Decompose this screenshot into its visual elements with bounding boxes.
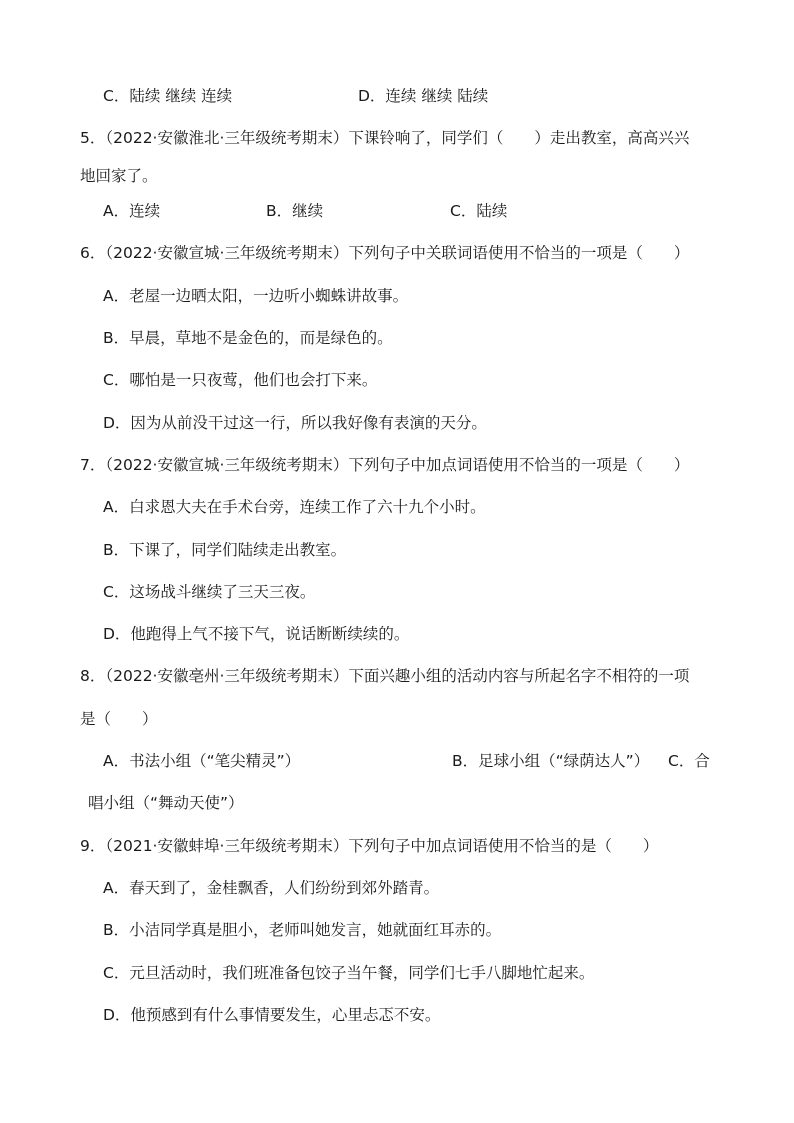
q6-option-c: C．哪怕是一只夜莺，他们也会打下来。 (103, 371, 378, 389)
q6-stem: 6．（2022·安徽宣城·三年级统考期末）下列句子中关联词语使用不恰当的一项是（ ） (80, 244, 690, 262)
q7-stem: 7．（2022·安徽宣城·三年级统考期末）下列句子中加点词语使用不恰当的一项是（ ） (80, 456, 690, 474)
q8-option-c-continued: 唱小组（“舞动天使”） (88, 794, 244, 812)
q8-stem-line2: 是（ ） (80, 710, 158, 728)
q7-option-b: B．下课了，同学们陆续走出教室。 (103, 541, 347, 559)
q9-option-c: C．元旦活动时，我们班准备包饺子当午餐，同学们七手八脚地忙起来。 (103, 964, 595, 982)
q4-option-d: D．连续 继续 陆续 (358, 87, 489, 105)
q5-stem-line2: 地回家了。 (80, 167, 158, 185)
q8-option-b: B．足球小组（“绿荫达人”） (452, 752, 650, 770)
q9-option-d: D．他预感到有什么事情要发生，心里忐忑不安。 (103, 1006, 441, 1024)
q5-option-a: A．连续 (103, 202, 161, 220)
q5-option-c: C．陆续 (450, 202, 508, 220)
q4-option-c: C．陆续 继续 连续 (103, 87, 233, 105)
q7-option-d: D．他跑得上气不接下气，说话断断续续的。 (103, 625, 410, 643)
q6-option-a: A．老屋一边晒太阳，一边听小蜘蛛讲故事。 (103, 287, 409, 305)
q7-option-a: A．白求恩大夫在手术台旁，连续工作了六十九个小时。 (103, 498, 486, 516)
q9-option-b: B．小洁同学真是胆小，老师叫她发言，她就面红耳赤的。 (103, 921, 502, 939)
q6-option-d: D．因为从前没干过这一行，所以我好像有表演的天分。 (103, 414, 487, 432)
q8-option-c: C．合 (668, 752, 710, 770)
q5-stem-line1: 5．（2022·安徽淮北·三年级统考期末）下课铃响了，同学们（ ）走出教室，高高兴兴 (80, 129, 690, 147)
q6-option-b: B．早晨，草地不是金色的，而是绿色的。 (103, 329, 393, 347)
q5-option-b: B．继续 (266, 202, 324, 220)
q9-stem: 9．（2021·安徽蚌埠·三年级统考期末）下列句子中加点词语使用不恰当的是（ ） (80, 837, 659, 855)
q9-option-a: A．春天到了，金桂飘香，人们纷纷到郊外踏青。 (103, 879, 440, 897)
q7-option-c: C．这场战斗继续了三天三夜。 (103, 583, 316, 601)
q8-option-a: A．书法小组（“笔尖精灵”） (103, 752, 301, 770)
q8-stem-line1: 8．（2022·安徽亳州·三年级统考期末）下面兴趣小组的活动内容与所起名字不相符的一项 (80, 667, 690, 685)
